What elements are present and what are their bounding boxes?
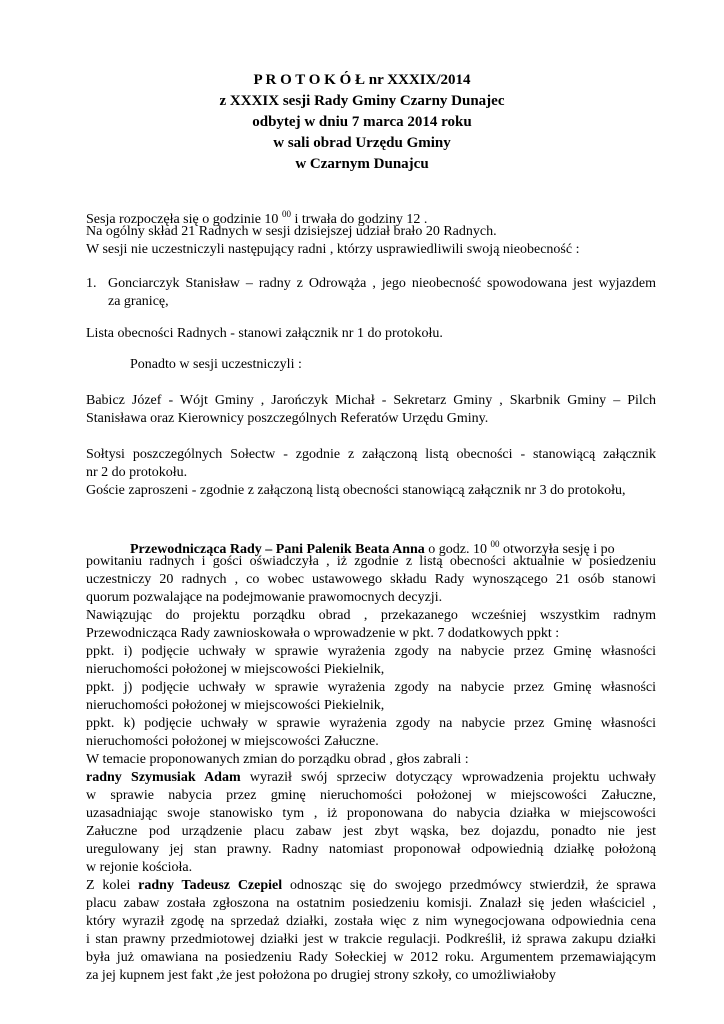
- czepiel-line: była już omawiana na posiedzeniu Rady Sołeckiej w 2012 roku. Argumentem przemawiającym: [86, 950, 656, 965]
- szymusiak-line: w sprawie nabycia przez gminę nieruchomości położonej w miejscowości Załuczne,: [86, 788, 656, 803]
- title-line: w Czarnym Dunajcu: [295, 156, 429, 172]
- szymusiak-line: uregulowany jej stan prawny. Radny natomiast proponował odpowiednią działkę położoną: [86, 842, 656, 857]
- czepiel-line: Z kolei radny Tadeusz Czepiel odnosząc się do swojego przedmówcy stwierdził, że sprawa: [86, 878, 656, 893]
- absent-item: za granicę,: [108, 294, 169, 309]
- ppkt-k: nieruchomości położonej w miejscowości Załuczne.: [86, 734, 379, 749]
- szymusiak-line: uzasadniając swoje stanowisko tym , iż proponowana do nabycia działka w miejscowości: [86, 806, 656, 821]
- also-present-heading: Ponadto w sesji uczestniczyli :: [130, 357, 302, 372]
- czepiel-line: który wyraził zgodę na sprzedaż działki, została więc z nim wynegocjowana odpowiednia cena: [86, 914, 656, 929]
- title-line: P R O T O K Ó Ł nr XXXIX/2014: [253, 72, 471, 88]
- szymusiak-line: w rejonie kościoła.: [86, 860, 193, 875]
- participants-line: Babicz Józef - Wójt Gminy , Jarończyk Michał - Sekretarz Gminy , Skarbnik Gminy – Pilch: [86, 393, 656, 408]
- body-line: powitaniu radnych i gości oświadczyła , iż zgodnie z listą obecności aktualnie w posiedzeniu: [86, 554, 656, 569]
- body-line: W temacie proponowanych zmian do porządku obrad , głos zabrali :: [86, 752, 469, 767]
- body-line: Przewodnicząca Rady zawnioskowała o wprowadzenie w pkt. 7 dodatkowych ppkt :: [86, 626, 560, 641]
- czepiel-line: placu zabaw została zgłoszona na ostatnim posiedzeniu komisji. Znalazł się jeden właściciel ,: [86, 896, 656, 911]
- body-line: uczestniczy 20 radnych , co wobec ustawowego składu Rady wynoszącego 21 osób stanowi: [86, 572, 656, 587]
- ppkt-i: ppkt. i) podjęcie uchwały w sprawie wyrażenia zgody na nabycie przez Gminę własności: [86, 644, 656, 659]
- ppkt-j: ppkt. j) podjęcie uchwały w sprawie wyrażenia zgody na nabycie przez Gminę własności: [86, 680, 656, 695]
- title-line: z XXXIX sesji Rady Gminy Czarny Dunajec: [219, 93, 505, 109]
- body-line: Nawiązując do projektu porządku obrad , przekazanego wcześniej wszystkim radnym: [86, 608, 656, 623]
- list-number: 1.: [86, 276, 97, 291]
- ppkt-k: ppkt. k) podjęcie uchwały w sprawie wyrażenia zgody na nabycie przez Gminę własności: [86, 716, 656, 731]
- protocol-title: [0, 70, 724, 175]
- ppkt-j: nieruchomości położonej w miejscowości Piekielnik,: [86, 698, 385, 713]
- guests-line: Goście zaproszeni - zgodnie z załączoną listą obecności stanowiącą załącznik nr 3 do protokołu,: [86, 483, 626, 498]
- title-line: w sali obrad Urzędu Gminy: [273, 135, 451, 151]
- soltysi-line: nr 2 do protokołu.: [86, 465, 188, 480]
- szymusiak-line: radny Szymusiak Adam wyraził swój sprzeciw dotyczący wprowadzenia projektu uchwały: [86, 770, 656, 785]
- intro-line: W sesji nie uczestniczyli następujący radni , którzy usprawiedliwili swoją nieobecność :: [86, 242, 580, 257]
- participants-line: Stanisława oraz Kierownicy poszczególnych Referatów Urzędu Gminy.: [86, 411, 489, 426]
- attendance-note: Lista obecności Radnych - stanowi załącznik nr 1 do protokołu.: [86, 326, 443, 341]
- soltysi-line: Sołtysi poszczególnych Sołectw - zgodnie z załączoną listą obecności - stanowiącą załącznik: [86, 447, 656, 462]
- intro-line: Na ogólny skład 21 Radnych w sesji dzisiejszej udział brało 20 Radnych.: [86, 224, 497, 239]
- czepiel-line: za jej kupnem jest fakt ,że jest położona po drugiej strony szkoły, co umożliwiałoby: [86, 968, 556, 983]
- szymusiak-line: Załuczne pod urządzenie placu zabaw jest zbyt wąska, bez dojazdu, ponadto nie jest: [86, 824, 656, 839]
- title-line: odbytej w dniu 7 marca 2014 roku: [252, 114, 472, 130]
- czepiel-line: i stan prawny przedmiotowej działki jest w trakcie regulacji. Podkreślił, iż sprawa zakupu działki: [86, 932, 656, 947]
- absent-item: Gonciarczyk Stanisław – radny z Odrowąża , jego nieobecność spowodowana jest wyjazdem: [108, 276, 656, 291]
- body-line: quorum pozwalające na podejmowanie prawomocnych decyzji.: [86, 590, 443, 605]
- session-start-line: Sesja rozpoczęła się o godzinie 10 $^{00}$ i trwała do godziny 12 .: [86, 209, 428, 227]
- chair-opening: Przewodnicząca Rady – Pani Palenik Beata Anna o godz. 10 $^{00}$ otworzyła sesję i po: [130, 539, 615, 557]
- ppkt-i: nieruchomości położonej w miejscowości Piekielnik,: [86, 662, 385, 677]
